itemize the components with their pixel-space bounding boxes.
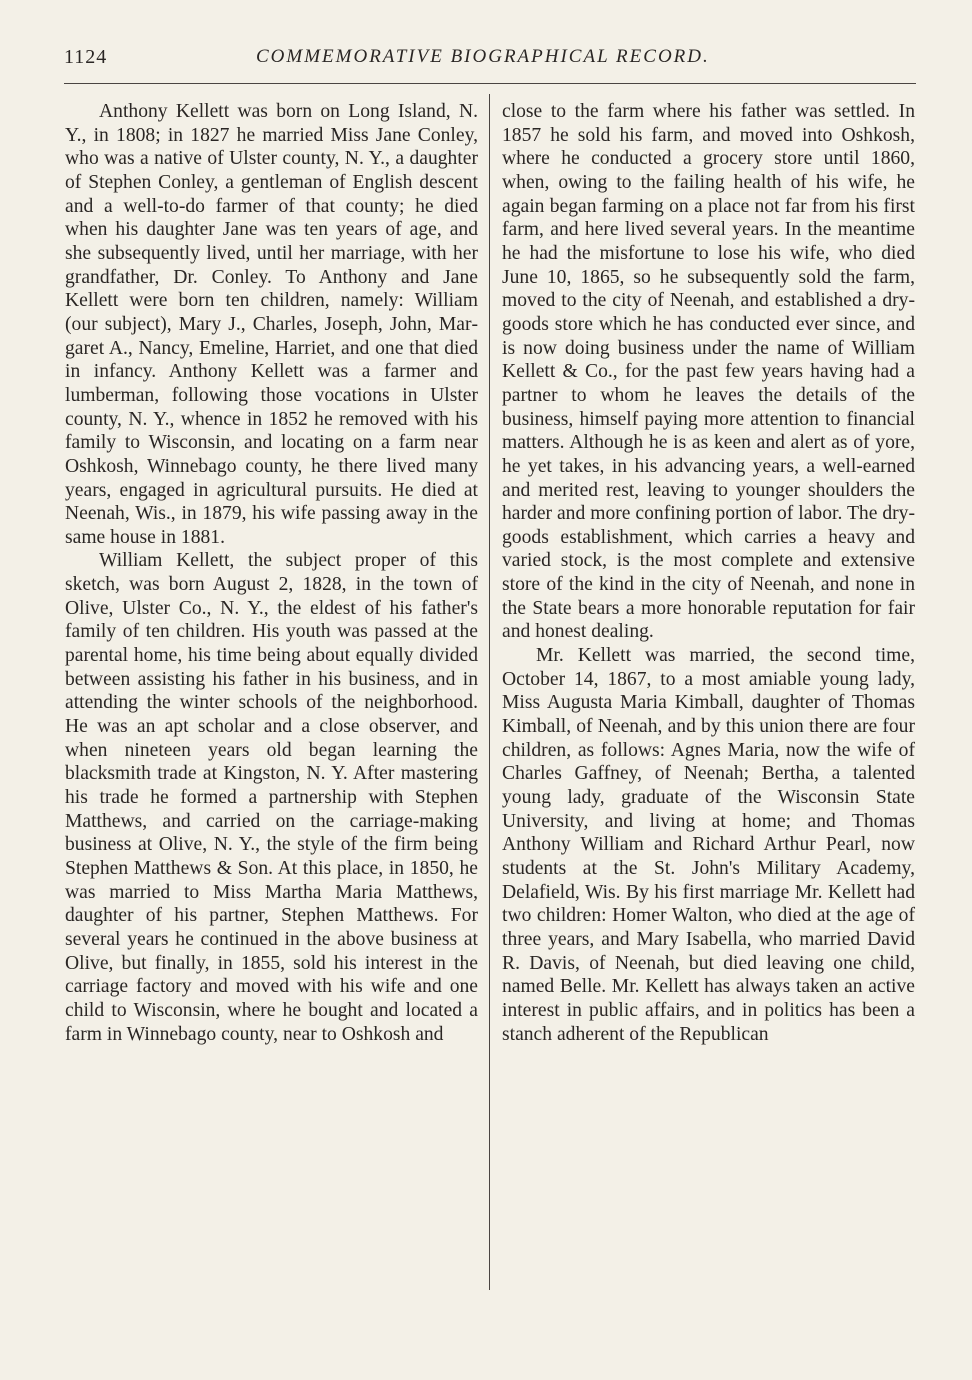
page-number: 1124	[64, 46, 108, 68]
column-divider	[489, 94, 490, 1290]
left-column	[65, 100, 478, 1046]
paragraph-anthony-kellett: Anthony Kellett was born on Long Island, N. Y., in 1808; in 1827 he married Miss Jane Conley, who was a native of Ulster county, N. Y., a daughter of Stephen Conley, a gentleman of English descent and a well-to-do farmer of that county; he died when his daughter Jane was ten years of age, and she subsequently lived, until her marriage, with her grandfather, Dr. Conley. To Anthony and Jane Kellett were born ten children, namely: William (our subject), Mary J., Charles, Joseph, John, Margaret A., Nancy, Emeline, Harriet, and one that died in infancy. Anthony Kellett was a farmer and lumberman, following those vocations in Ulster county, N. Y., whence in 1852 he removed with his family to Wisconsin, and locating on a farm near Oshkosh, Winnebago county, he there lived many years, engaged in agricultural pursuits. He died at Neenah, Wis., in 1879, his wife passing away in the same house in 1881.	[65, 101, 478, 548]
paragraph-second-marriage: Mr. Kellett was married, the second time, October 14, 1867, to a most amiable young lady, Miss Augusta Maria Kimball, daughter of Thomas Kimball, of Neenah, and by this union there are four children, as follows: Agnes Maria, now the wife of Charles Gaffney, of Neenah; Bertha, a talented young lady, graduate of the Wisconsin State University, and living at home; and Thomas Anthony William and Richard Arthur Pearl, now students at the St. John's Military Academy, Delafield, Wis. By his first marriage Mr. Kellett had two children: Homer Walton, who died at the age of three years, and Mary Isabella, who married David R. Davis, of Neenah, but died leaving one child, named Belle. Mr. Kellett has always taken an active interest in public affairs, and in politics has been a stanch adherent of the Republican	[502, 645, 915, 1045]
running-title: COMMEMORATIVE BIOGRAPHICAL RECORD.	[256, 46, 710, 67]
header-rule	[64, 83, 916, 84]
paragraph-william-kellett: William Kellett, the subject proper of this sketch, was born August 2, 1828, in the town of Olive, Ulster Co., N. Y., the eldest of his father's family of ten children. His youth was passed at the parental home, his time being about equally divided between assisting his father in his business, and in attending the winter schools of the neighborhood. He was an apt scholar and a close observer, and when nineteen years old began learning the blacksmith trade at Kingston, N. Y. After mastering his trade he formed a partnership with Stephen Matthews, and carried on the carriage-making business at Olive, N. Y., the style of the firm being Stephen Matthews & Son. At this place, in 1850, he was married to Miss Martha Maria Matthews, daughter of his partner, Stephen Matthews. For several years he continued in the above business at Olive, but finally, in 1855, sold his interest in the carriage factory and moved with his wife and one child to Wisconsin, where he bought and located a farm in Winnebago county, near to Oshkosh and	[65, 550, 478, 1045]
right-column	[502, 100, 915, 1046]
paragraph-continuation: close to the farm where his father was settled. In 1857 he sold his farm, and moved into Oshkosh, where he conducted a grocery store until 1860, when, owing to the failing health of his wife, he again began farming on a place not far from his first farm, and here lived several years. In the meantime he had the misfortune to lose his wife, who died June 10, 1865, so he subsequently sold the farm, moved to the city of Neenah, and established a dry-goods store which he has conducted ever since, and is now doing business under the name of William Kellett & Co., for the past few years having had a partner to whom he leaves the details of the business, himself paying more attention to financial matters. Although he is as keen and alert as of yore, he yet takes, in his advancing years, a well-earned and merited rest, leaving to younger shoulders the harder and more confining portion of labor. The dry-goods establishment, which carries a heavy and varied stock, is the most complete and extensive store of the kind in the city of Neenah, and none in the State bears a more honorable reputation for fair and honest dealing.	[502, 101, 915, 643]
